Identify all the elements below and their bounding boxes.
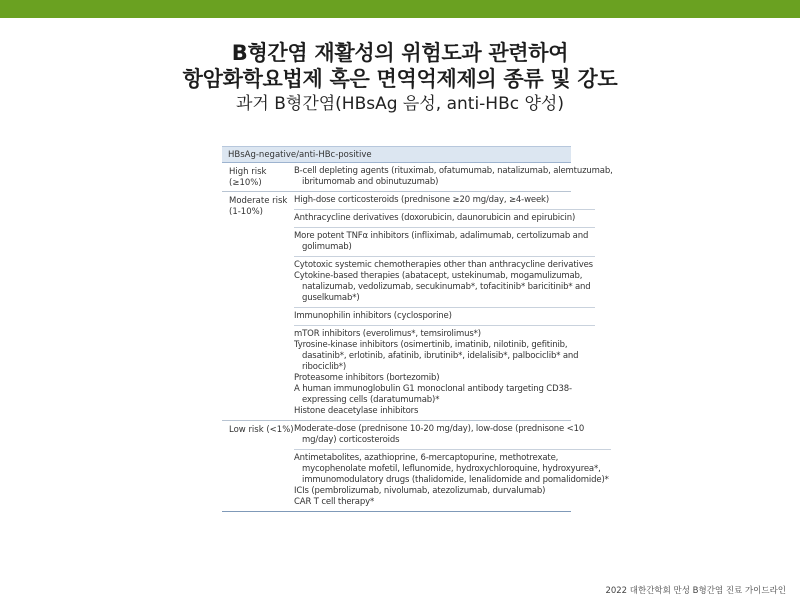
- drug-entry: [294, 308, 595, 326]
- drug-entry-line: Immunophilin inhibitors (cyclosporine): [294, 311, 452, 321]
- risk-group: [222, 163, 613, 192]
- drug-entry-line: ribociclib*): [302, 362, 347, 372]
- drug-entry-line: Histone deacetylase inhibitors: [294, 406, 419, 416]
- risk-level-text: High risk (≥10%): [229, 167, 267, 188]
- drug-entry-line: Proteasome inhibitors (bortezomib): [294, 373, 440, 383]
- drug-entry: [294, 421, 611, 450]
- drug-entry-line: Tyrosine-kinase inhibitors (osimertinib, imatinib, nilotinib, gefitinib,: [294, 340, 568, 350]
- footer-source: 2022 대한간학회 만성 B형간염 진료 가이드라인: [605, 586, 786, 596]
- drug-entry-line: mycophenolate mofetil, leflunomide, hydroxychloroquine, hydroxyurea*,: [302, 464, 601, 474]
- risk-group: [222, 192, 593, 421]
- drug-entry-line: immunomodulatory drugs (thalidomide, lenalidomide and pomalidomide)*: [302, 475, 609, 485]
- risk-table: [222, 146, 613, 512]
- risk-level-cell: [222, 421, 294, 511]
- drug-entry-line: mTOR inhibitors (everolimus*, temsirolimus*): [294, 329, 481, 339]
- drug-entry-line: Cytokine-based therapies (abatacept, ustekinumab, mogamulizumab,: [294, 271, 583, 281]
- top-accent-bar: [0, 0, 800, 18]
- drug-list-cell: [294, 192, 595, 420]
- drug-entry-line: High-dose corticosteroids (prednisone ≥20 mg/day, ≥4-week): [294, 195, 549, 205]
- risk-level-text: Moderate risk: [229, 196, 288, 206]
- drug-entry-line: More potent TNFα inhibitors (infliximab, adalimumab, certolizumab and: [294, 231, 589, 241]
- drug-entry-line: ibritumomab and obinutuzumab): [302, 177, 439, 187]
- risk-level-text: Low risk (<1%): [229, 425, 294, 435]
- drug-entry: [294, 326, 595, 420]
- drug-entry-line: natalizumab, vedolizumab, secukinumab*, tofacitinib* baricitinib* and: [302, 282, 591, 292]
- drug-entry-line: guselkumab*): [302, 293, 360, 303]
- risk-group: [222, 421, 609, 512]
- drug-entry-line: golimumab): [302, 242, 352, 252]
- drug-list-cell: [294, 421, 611, 511]
- drug-entry-line: Cytotoxic systemic chemotherapies other than anthracycline derivatives: [294, 260, 593, 270]
- drug-entry: [294, 257, 595, 308]
- drug-entry-line: CAR T cell therapy*: [294, 497, 375, 507]
- drug-entry-line: ICIs (pembrolizumab, nivolumab, atezolizumab, durvalumab): [294, 486, 546, 496]
- slide-title-line-2: 항암화학요법제 혹은 면역억제제의 종류 및 강도: [182, 67, 618, 91]
- risk-level-cell: [222, 163, 294, 191]
- slide-subtitle: 과거 B형간염(HBsAg 음성, anti-HBc 양성): [236, 94, 564, 114]
- drug-entry-line: dasatinib*, erlotinib, afatinib, ibrutinib*, idelalisib*, palbociclib* and: [302, 351, 579, 361]
- slide-title-line-1: B형간염 재활성의 위험도과 관련하여: [231, 41, 569, 65]
- risk-level-cell: [222, 192, 294, 420]
- table-header: HBsAg-negative/anti-HBc-positive: [222, 146, 571, 163]
- risk-level-text: (1-10%): [229, 207, 263, 217]
- drug-entry-line: Antimetabolites, azathioprine, 6-mercaptopurine, methotrexate,: [294, 453, 559, 463]
- drug-entry: [294, 228, 595, 257]
- drug-entry: [294, 210, 595, 228]
- drug-entry-line: B-cell depleting agents (rituximab, ofatumumab, natalizumab, alemtuzumab,: [294, 166, 613, 176]
- drug-entry-line: mg/day) corticosteroids: [302, 435, 400, 445]
- drug-entry: [294, 192, 595, 210]
- drug-entry-line: Anthracycline derivatives (doxorubicin, daunorubicin and epirubicin): [294, 213, 576, 223]
- drug-entry: [294, 163, 615, 191]
- drug-entry-line: expressing cells (daratumumab)*: [302, 395, 440, 405]
- slide-title-block: [0, 40, 800, 116]
- table-body: [222, 163, 613, 512]
- drug-entry-line: Moderate-dose (prednisone 10-20 mg/day), low-dose (prednisone <10: [294, 424, 585, 434]
- drug-list-cell: [294, 163, 615, 191]
- drug-entry: [294, 450, 611, 511]
- drug-entry-line: A human immunoglobulin G1 monoclonal antibody targeting CD38-: [294, 384, 572, 394]
